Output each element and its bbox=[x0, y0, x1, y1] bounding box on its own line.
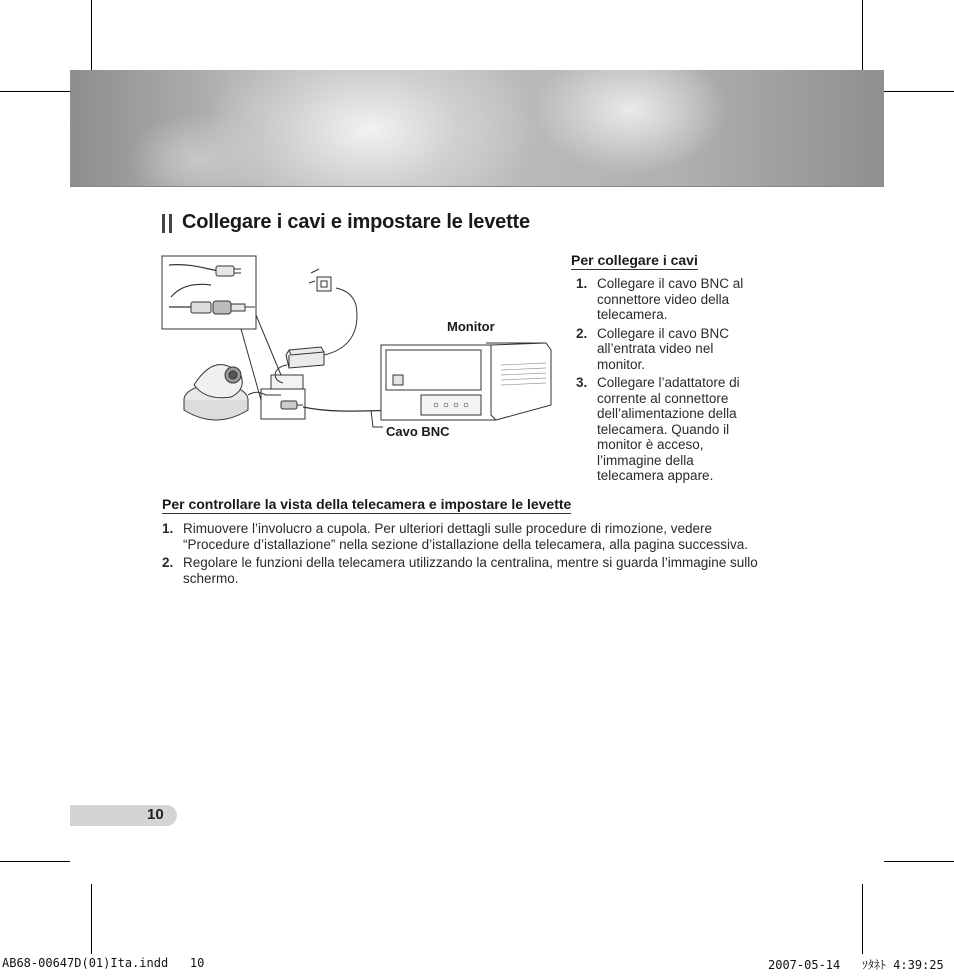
view-steps-list bbox=[162, 521, 762, 589]
crop-mark bbox=[91, 884, 92, 954]
page-title: Collegare i cavi e impostare le levette bbox=[182, 211, 530, 233]
crop-mark bbox=[884, 91, 954, 92]
list-item: 1. Collegare il cavo BNC al connettore video della telecamera. bbox=[576, 276, 744, 322]
footer-timestamp: 2007-05-14 ｿﾀﾈﾄ 4:39:25 bbox=[768, 958, 944, 972]
crop-mark bbox=[862, 0, 863, 70]
view-section-title: Per controllare la vista della telecamera e impostare le levette bbox=[162, 496, 572, 512]
footer-file-info: AB68-00647D(01)Ita.indd 10 bbox=[2, 956, 205, 970]
connect-steps-list bbox=[576, 276, 756, 487]
crop-mark bbox=[0, 91, 70, 92]
heading-marker-icon bbox=[162, 214, 172, 233]
monitor-label: Monitor bbox=[447, 319, 495, 334]
list-item: 1. Rimuovere l’involucro a cupola. Per ulteriori dettagli sulle procedure di rimozione, vedere “Procedure d’istallazione” nella sezione d’istallazione della telecamera, alla pagina successiva. bbox=[162, 521, 749, 552]
connection-diagram bbox=[161, 255, 561, 445]
list-item: 2. Collegare il cavo BNC all’entrata video nel monitor. bbox=[576, 325, 730, 372]
list-item: 2. Regolare le funzioni della telecamera utilizzando la centralina, mentre si guarda l’immagine sullo schermo. bbox=[162, 555, 758, 586]
crop-mark bbox=[0, 861, 70, 862]
crop-mark bbox=[862, 884, 863, 954]
crop-mark bbox=[91, 0, 92, 70]
list-item: 3. Collegare l’adattatore di corrente al connettore dell’alimentazione della telecamera. Quando il monitor è acceso, l’immagine della telecamera appare. bbox=[576, 375, 740, 483]
crop-mark bbox=[884, 861, 954, 862]
page-number: 10 bbox=[147, 806, 164, 823]
connect-section-title: Per collegare i cavi bbox=[571, 252, 698, 268]
header-banner-image bbox=[70, 70, 884, 187]
cable-label: Cavo BNC bbox=[386, 424, 450, 439]
